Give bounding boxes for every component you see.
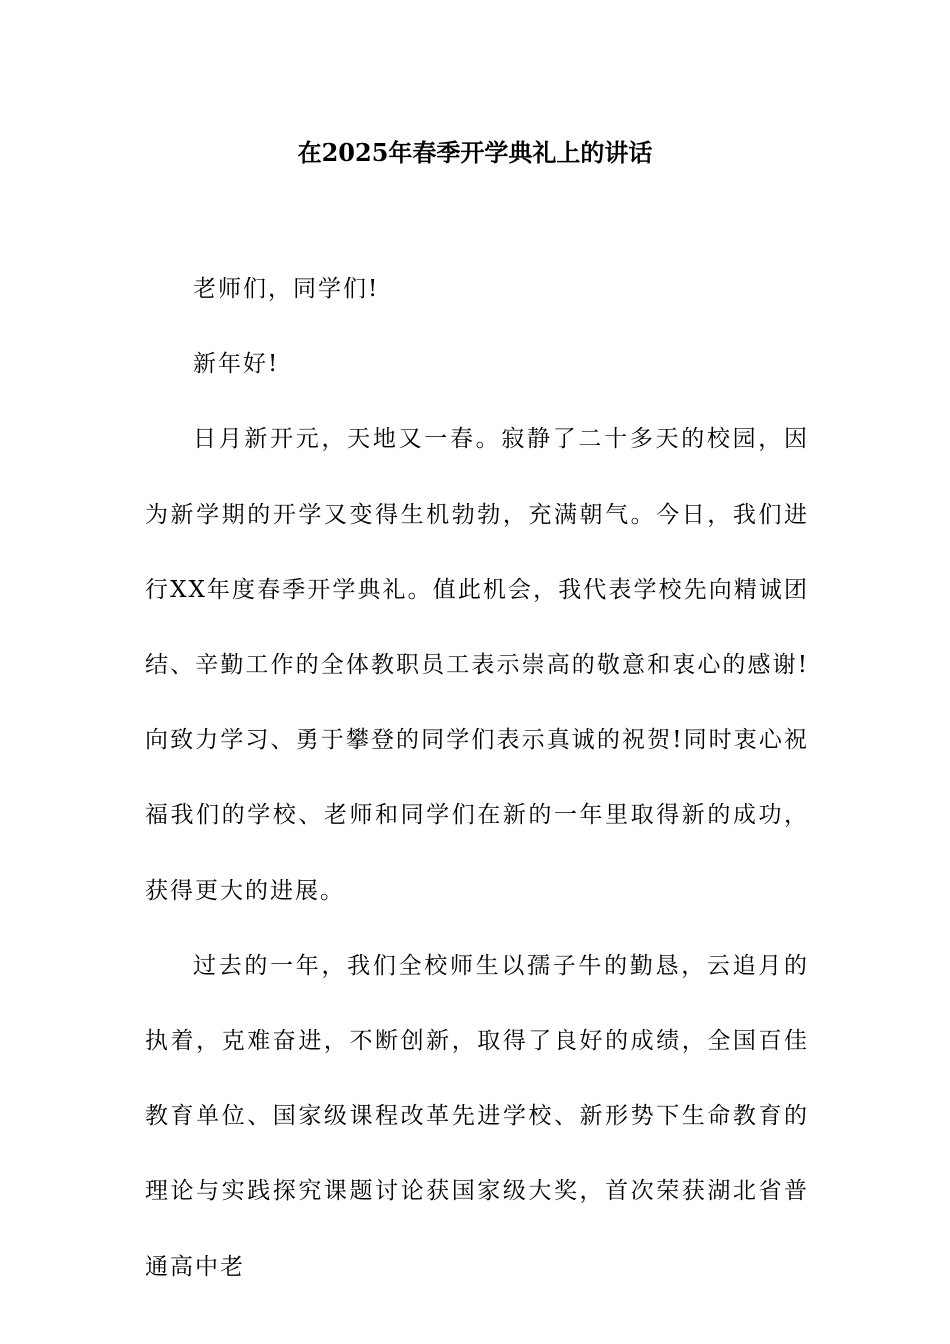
greeting-paragraph: 老师们，同学们! xyxy=(193,276,380,302)
opening-paragraph: 日月新开元，天地又一春。寂静了二十多天的校园，因为新学期的开学又变得生机勃勃，充满朝气。今日，我们进行XX年度春季开学典礼。值此机会，我代表学校先向精诚团结、辛勤工作的全体教职员工表示崇高的敬意和衷心的感谢!向致力学习、勇于攀登的同学们表示真诚的祝贺!同时衷心祝福我们的学校、老师和同学们在新的一年里取得新的成功，获得更大的进展。 xyxy=(145,426,809,904)
new-year-paragraph: 新年好! xyxy=(193,351,280,378)
review-paragraph: 过去的一年，我们全校师生以孺子牛的勤恳，云追月的执着，克难奋进，不断创新，取得了良好的成绩，全国百佳教育单位、国家级课程改革先进学校、新形势下生命教育的理论与实践探究课题讨论获国家级大奖，首次荣获湖北省普通高中老 xyxy=(145,952,809,1280)
document-title: 在2025年春季开学典礼上的讲话 xyxy=(297,138,653,167)
document-body xyxy=(145,252,809,1305)
